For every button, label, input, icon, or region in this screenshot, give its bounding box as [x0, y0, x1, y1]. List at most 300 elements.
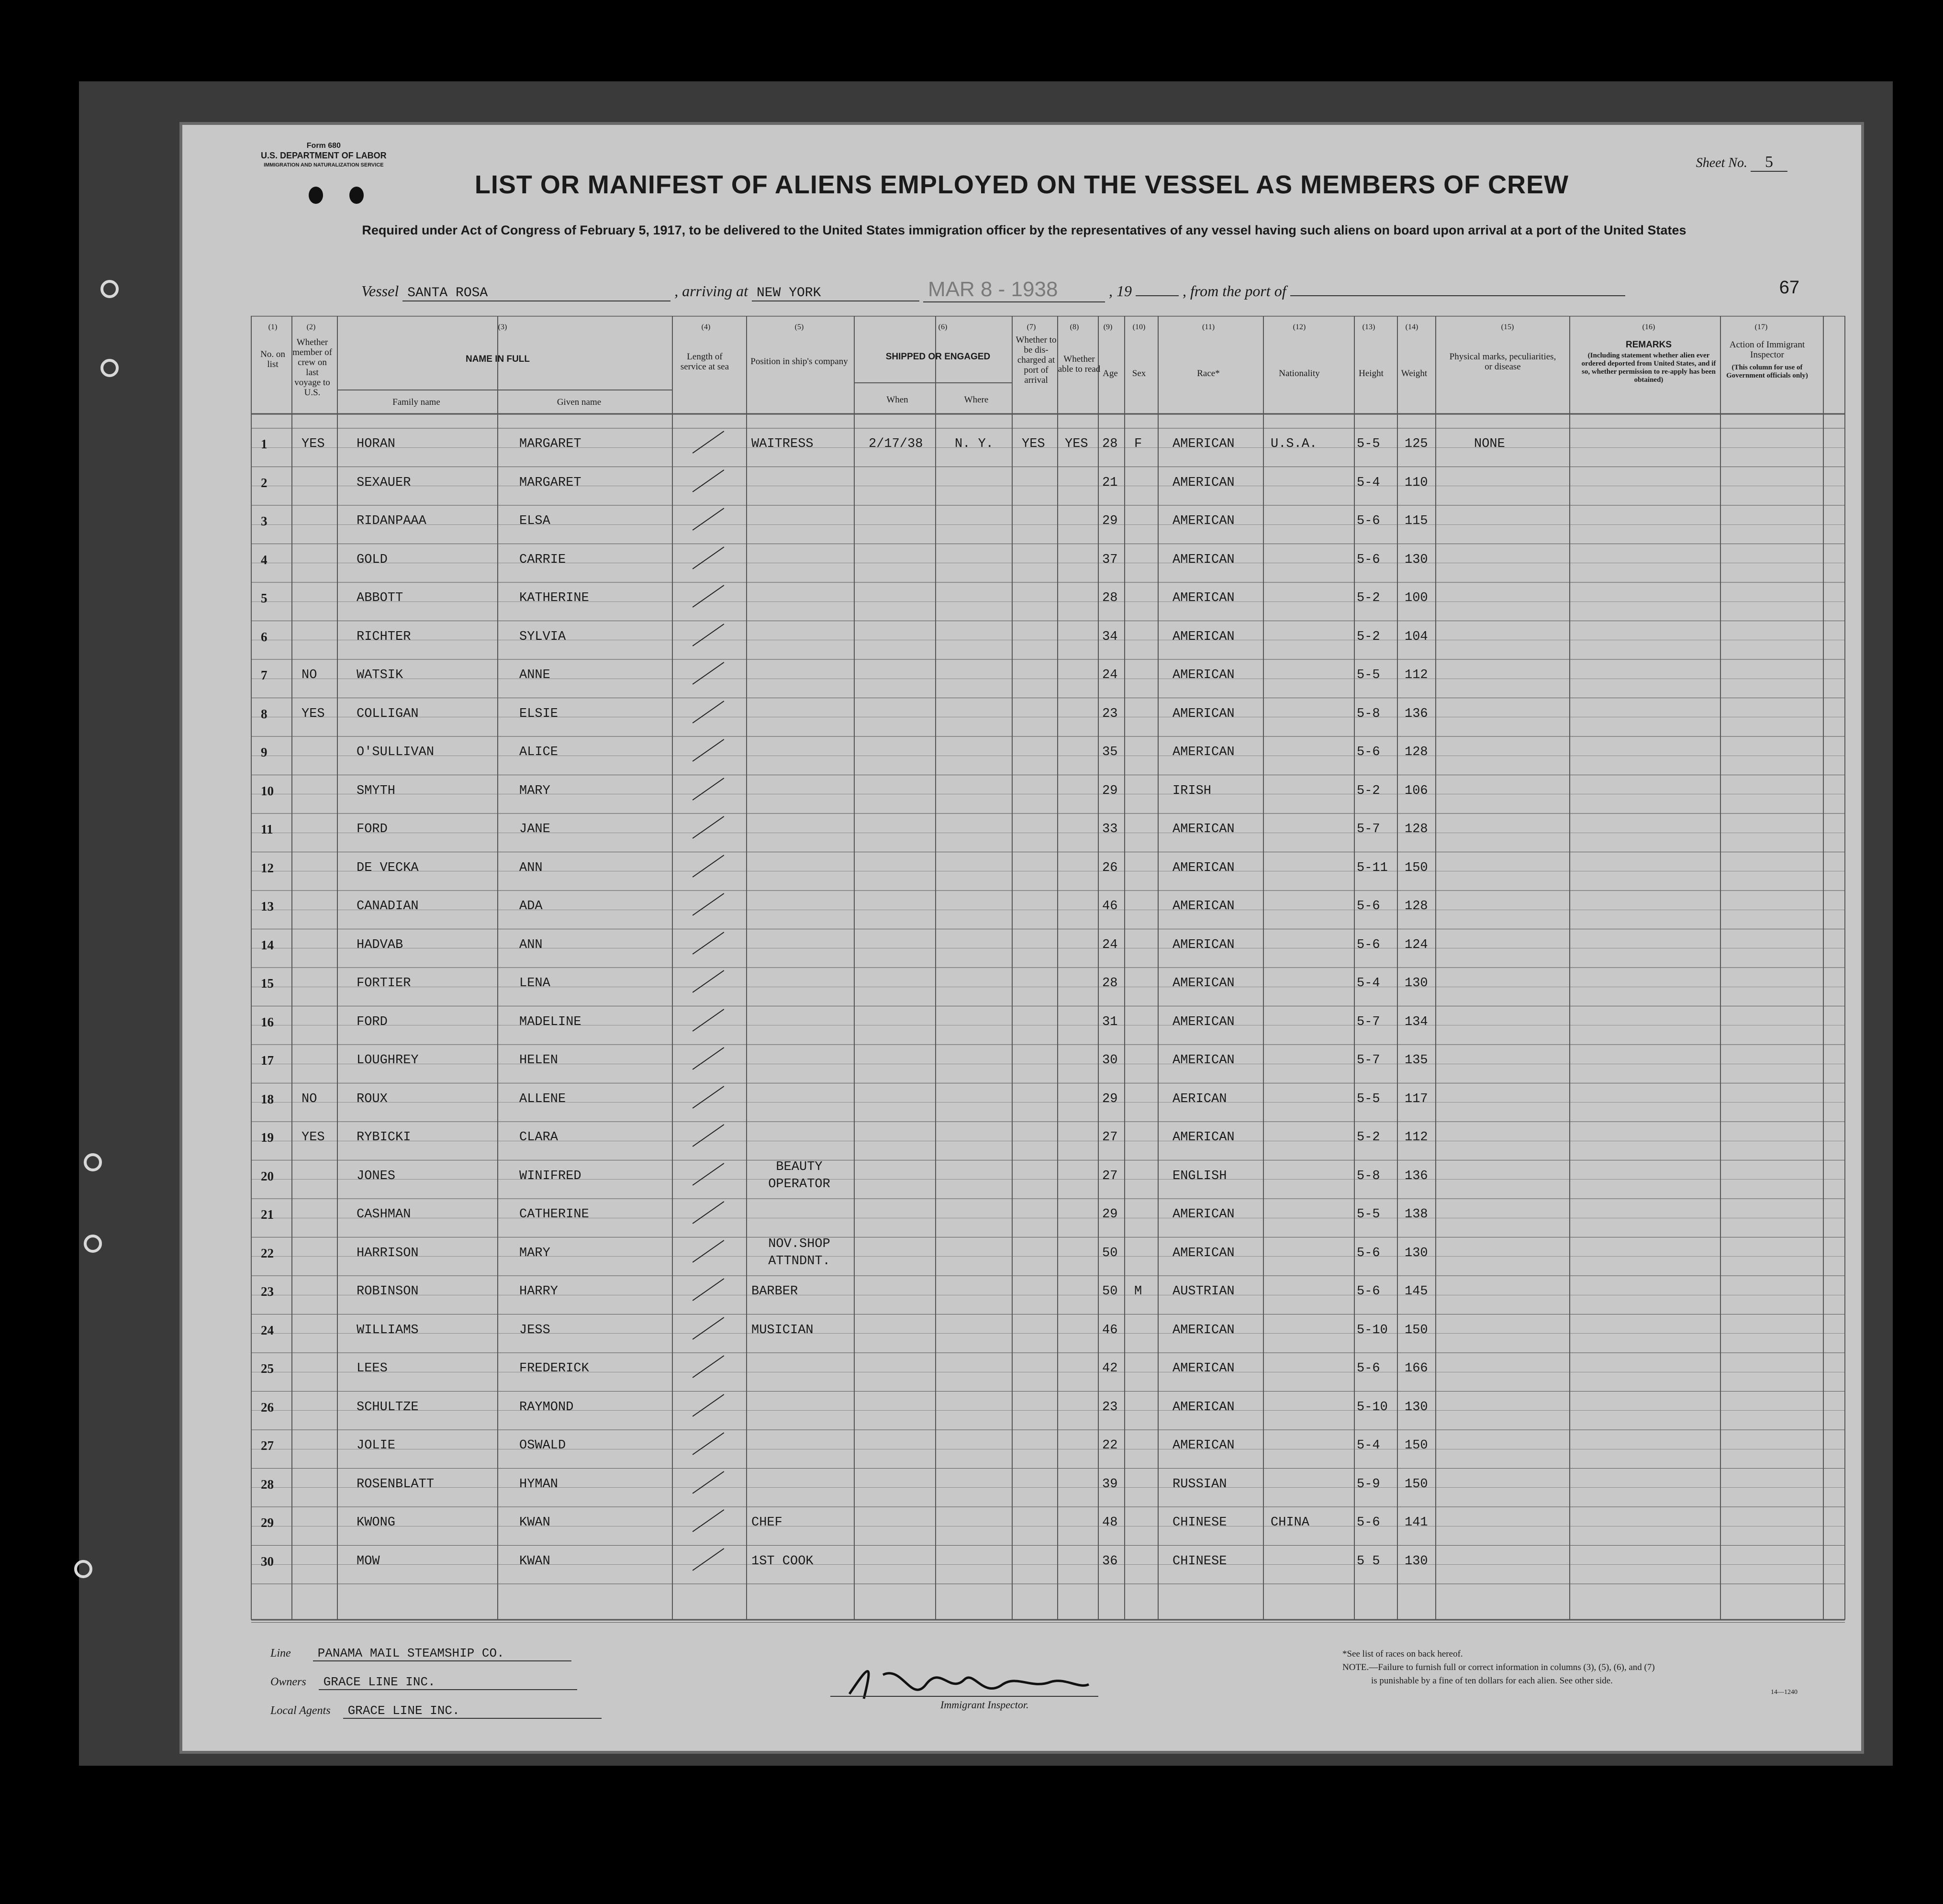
age-cell: 29: [1102, 1091, 1118, 1106]
weight-cell: 128: [1405, 745, 1428, 759]
height-cell: 5-6: [1357, 514, 1380, 528]
arriving-label: , arriving at: [674, 282, 748, 300]
family-name-cell: JONES: [357, 1169, 396, 1183]
header-discharged: Whether to be dis-charged at port of arrival: [1016, 335, 1057, 385]
last-voyage-cell: YES: [302, 437, 325, 451]
header-remarks: REMARKS: [1625, 340, 1672, 350]
race-cell: IRISH: [1172, 783, 1212, 798]
age-cell: 31: [1102, 1014, 1118, 1029]
age-cell: 27: [1102, 1130, 1118, 1145]
weight-cell: 112: [1405, 1130, 1428, 1145]
col-num-16: (16): [1642, 323, 1655, 331]
family-name-cell: O'SULLIVAN: [357, 745, 435, 759]
family-name-cell: SCHULTZE: [357, 1400, 419, 1414]
age-cell: 23: [1102, 1400, 1118, 1414]
family-name-cell: FORD: [357, 822, 388, 836]
row-number: 7: [261, 668, 268, 682]
col-num-10: (10): [1132, 323, 1146, 331]
row-number: 14: [261, 937, 274, 952]
height-cell: 5-5: [1357, 668, 1380, 682]
height-cell: 5-4: [1357, 475, 1380, 490]
given-name-cell: CATHERINE: [519, 1207, 589, 1222]
height-cell: 5-6: [1357, 1246, 1380, 1260]
age-cell: 21: [1102, 475, 1118, 490]
col-num-2: (2): [306, 323, 316, 331]
family-name-cell: WILLIAMS: [357, 1323, 419, 1337]
row-number: 3: [261, 514, 268, 528]
height-cell: 5-5: [1357, 437, 1380, 451]
height-cell: 5-7: [1357, 1053, 1380, 1068]
age-cell: 37: [1102, 552, 1118, 567]
given-name-cell: CLARA: [519, 1130, 558, 1145]
col-num-12: (12): [1293, 323, 1306, 331]
family-name-cell: ABBOTT: [357, 591, 403, 605]
height-cell: 5-2: [1357, 783, 1380, 798]
row-number: 8: [261, 706, 268, 721]
weight-cell: 104: [1405, 629, 1428, 644]
col-num-4: (4): [701, 323, 711, 331]
row-number: 25: [261, 1361, 274, 1376]
position-cell: BARBER: [751, 1284, 798, 1299]
header-age: Age: [1103, 368, 1118, 379]
col-num-11: (11): [1202, 323, 1215, 331]
family-name-cell: KWONG: [357, 1515, 396, 1530]
height-cell: 5-8: [1357, 706, 1380, 721]
header-physical-marks: Physical marks, peculiarities, or disease: [1449, 352, 1556, 372]
owners-value: GRACE LINE INC.: [319, 1675, 577, 1690]
height-cell: 5-6: [1357, 1515, 1380, 1530]
races-note: *See list of races on back hereof.: [1342, 1649, 1463, 1659]
discharged-cell: YES: [1022, 437, 1045, 451]
physical-marks-cell: NONE: [1474, 437, 1505, 451]
weight-cell: 124: [1405, 937, 1428, 952]
punch-hole: [74, 1560, 92, 1578]
height-cell: 5 5: [1357, 1554, 1380, 1569]
race-cell: AMERICAN: [1172, 860, 1235, 875]
agents-label: Local Agents: [270, 1704, 331, 1717]
given-name-cell: ELSIE: [519, 706, 558, 721]
given-name-cell: WINIFRED: [519, 1169, 581, 1183]
height-cell: 5-6: [1357, 1284, 1380, 1299]
arriving-port: NEW YORK: [752, 286, 919, 301]
height-cell: 5-10: [1357, 1400, 1388, 1414]
age-cell: 26: [1102, 860, 1118, 875]
given-name-cell: JESS: [519, 1323, 550, 1337]
given-name-cell: ADA: [519, 899, 543, 913]
row-number: 18: [261, 1091, 274, 1106]
row-number: 5: [261, 591, 268, 605]
last-voyage-cell: YES: [302, 706, 325, 721]
race-cell: AMERICAN: [1172, 899, 1235, 913]
position-cell: MUSICIAN: [751, 1323, 814, 1337]
row-number: 24: [261, 1323, 274, 1337]
header-nationality: Nationality: [1279, 368, 1320, 379]
height-cell: 5-6: [1357, 1361, 1380, 1376]
col-num-6: (6): [938, 323, 948, 331]
age-cell: 39: [1102, 1477, 1118, 1492]
race-cell: AMERICAN: [1172, 668, 1235, 682]
given-name-cell: ANN: [519, 937, 543, 952]
race-cell: AMERICAN: [1172, 1130, 1235, 1145]
race-cell: AMERICAN: [1172, 437, 1235, 451]
penalty-note-cont: is punishable by a fine of ten dollars for each alien. See other side.: [1371, 1676, 1613, 1686]
age-cell: 35: [1102, 745, 1118, 759]
punch-hole: [100, 280, 119, 298]
age-cell: 30: [1102, 1053, 1118, 1068]
position-cell: 1ST COOK: [751, 1554, 814, 1569]
race-cell: AMERICAN: [1172, 1361, 1235, 1376]
weight-cell: 106: [1405, 783, 1428, 798]
age-cell: 48: [1102, 1515, 1118, 1530]
row-number: 27: [261, 1438, 274, 1453]
sex-cell: F: [1134, 437, 1142, 451]
family-name-cell: COLLIGAN: [357, 706, 419, 721]
row-number: 4: [261, 552, 268, 567]
header-remarks-note: (Including statement whether alien ever ordered deported from United States, and if so, whether permission to re-apply has been obtained): [1581, 352, 1716, 384]
age-cell: 27: [1102, 1169, 1118, 1183]
height-cell: 5-6: [1357, 745, 1380, 759]
family-name-cell: SMYTH: [357, 783, 396, 798]
given-name-cell: KWAN: [519, 1515, 550, 1530]
weight-cell: 166: [1405, 1361, 1428, 1376]
weight-cell: 130: [1405, 1246, 1428, 1260]
family-name-cell: LOUGHREY: [357, 1053, 419, 1068]
given-name-cell: MARY: [519, 1246, 550, 1260]
position-cell: NOV.SHOP ATTNDNT.: [768, 1236, 830, 1269]
family-name-cell: RIDANPAAA: [357, 514, 426, 528]
given-name-cell: ALLENE: [519, 1091, 566, 1106]
position-cell: CHEF: [751, 1515, 782, 1530]
age-cell: 46: [1102, 899, 1118, 913]
owners-label: Owners: [270, 1676, 306, 1688]
row-number: 22: [261, 1246, 274, 1260]
race-cell: AERICAN: [1172, 1091, 1227, 1106]
line-value: PANAMA MAIL STEAMSHIP CO.: [313, 1646, 571, 1661]
header-action-note: (This column for use of Government officials only): [1726, 364, 1808, 379]
footer-agents-row: [270, 1704, 602, 1719]
date-stamp: MAR 8 - 1938: [923, 278, 1105, 302]
weight-cell: 141: [1405, 1515, 1428, 1530]
row-number: 11: [261, 822, 273, 836]
header-height: Height: [1359, 368, 1384, 379]
col-num-5: (5): [794, 323, 804, 331]
weight-cell: 115: [1405, 514, 1428, 528]
header-length-service: Length of service at sea: [680, 352, 729, 372]
position-cell: WAITRESS: [751, 437, 814, 451]
penalty-note: NOTE.—Failure to furnish full or correct information in columns (3), (5), (6), and (7): [1342, 1662, 1655, 1672]
col-num-13: (13): [1362, 323, 1375, 331]
sheet-number: [1696, 153, 1787, 171]
last-voyage-cell: NO: [302, 668, 317, 682]
race-cell: AMERICAN: [1172, 1246, 1235, 1260]
row-number: 20: [261, 1169, 274, 1183]
age-cell: 50: [1102, 1284, 1118, 1299]
given-name-cell: ALICE: [519, 745, 558, 759]
family-name-cell: HORAN: [357, 437, 396, 451]
age-cell: 46: [1102, 1323, 1118, 1337]
height-cell: 5-4: [1357, 1438, 1380, 1453]
vessel-line: [361, 278, 1625, 302]
weight-cell: 150: [1405, 1477, 1428, 1492]
age-cell: 24: [1102, 937, 1118, 952]
weight-cell: 134: [1405, 1014, 1428, 1029]
given-name-cell: FREDERICK: [519, 1361, 589, 1376]
family-name-cell: FORD: [357, 1014, 388, 1029]
header-last-voyage: Whether member of crew on last voyage to U.S.: [292, 337, 332, 398]
family-name-cell: CANADIAN: [357, 899, 419, 913]
family-name-cell: ROUX: [357, 1091, 388, 1106]
col-num-7: (7): [1027, 323, 1036, 331]
able-read-cell: YES: [1065, 437, 1088, 451]
last-voyage-cell: YES: [302, 1130, 325, 1145]
punch-hole: [84, 1153, 102, 1171]
header-able-read: Whether able to read: [1058, 354, 1101, 374]
given-name-cell: JANE: [519, 822, 550, 836]
race-cell: AMERICAN: [1172, 822, 1235, 836]
row-number: 29: [261, 1515, 274, 1530]
family-name-cell: SEXAUER: [357, 475, 411, 490]
header-race: Race*: [1197, 368, 1220, 379]
race-cell: AMERICAN: [1172, 514, 1235, 528]
race-cell: AMERICAN: [1172, 1053, 1235, 1068]
weight-cell: 130: [1405, 1400, 1428, 1414]
given-name-cell: OSWALD: [519, 1438, 566, 1453]
col-num-14: (14): [1405, 323, 1418, 331]
weight-cell: 150: [1405, 860, 1428, 875]
height-cell: 5-5: [1357, 1207, 1380, 1222]
header-weight: Weight: [1401, 368, 1428, 379]
age-cell: 29: [1102, 783, 1118, 798]
weight-cell: 125: [1405, 437, 1428, 451]
weight-cell: 136: [1405, 706, 1428, 721]
sheet-number-label: Sheet No.: [1696, 156, 1747, 170]
race-cell: AMERICAN: [1172, 1438, 1235, 1453]
weight-cell: 130: [1405, 1554, 1428, 1569]
family-name-cell: ROSENBLATT: [357, 1477, 435, 1492]
punch-hole: [100, 359, 119, 377]
family-name-cell: FORTIER: [357, 976, 411, 991]
weight-cell: 136: [1405, 1169, 1428, 1183]
family-name-cell: WATSIK: [357, 668, 403, 682]
given-name-cell: LENA: [519, 976, 550, 991]
age-cell: 23: [1102, 706, 1118, 721]
given-name-cell: CARRIE: [519, 552, 566, 567]
vessel-name: SANTA ROSA: [402, 286, 670, 301]
weight-cell: 100: [1405, 591, 1428, 605]
nationality-cell: CHINA: [1271, 1515, 1310, 1530]
family-name-cell: RYBICKI: [357, 1130, 411, 1145]
given-name-cell: MADELINE: [519, 1014, 581, 1029]
age-cell: 29: [1102, 1207, 1118, 1222]
form-header-block: [261, 141, 387, 170]
race-cell: AMERICAN: [1172, 629, 1235, 644]
age-cell: 36: [1102, 1554, 1118, 1569]
header-position: Position in ship's company: [750, 356, 848, 367]
height-cell: 5-9: [1357, 1477, 1380, 1492]
vessel-label: Vessel: [361, 282, 399, 300]
header-family-name: Family name: [392, 397, 440, 407]
page-title: LIST OR MANIFEST OF ALIENS EMPLOYED ON THE VESSEL AS MEMBERS OF CREW: [474, 170, 1569, 199]
family-name-cell: MOW: [357, 1554, 380, 1569]
sex-cell: M: [1134, 1284, 1142, 1299]
family-name-cell: JOLIE: [357, 1438, 396, 1453]
weight-cell: 128: [1405, 899, 1428, 913]
page-number: 67: [1779, 278, 1799, 298]
col-num-15: (15): [1501, 323, 1514, 331]
service-name: IMMIGRATION AND NATURALIZATION SERVICE: [264, 162, 384, 168]
row-number: 12: [261, 860, 274, 875]
weight-cell: 112: [1405, 668, 1428, 682]
weight-cell: 130: [1405, 552, 1428, 567]
col-num-3: (3): [498, 323, 507, 331]
table-grid-lines: [179, 316, 1864, 1629]
header-name-in-full: NAME IN FULL: [465, 354, 530, 364]
race-cell: AMERICAN: [1172, 745, 1235, 759]
form-number: Form 680: [306, 142, 341, 150]
given-name-cell: ELSA: [519, 514, 550, 528]
age-cell: 33: [1102, 822, 1118, 836]
age-cell: 50: [1102, 1246, 1118, 1260]
row-number: 23: [261, 1284, 274, 1299]
family-name-cell: GOLD: [357, 552, 388, 567]
position-cell: BEAUTY OPERATOR: [768, 1159, 830, 1191]
family-name-cell: HARRISON: [357, 1246, 419, 1260]
header-shipped-engaged: SHIPPED OR ENGAGED: [885, 352, 991, 362]
given-name-cell: ANN: [519, 860, 543, 875]
footer-line-row: [270, 1646, 571, 1661]
sheet-number-value: 5: [1751, 153, 1787, 172]
weight-cell: 150: [1405, 1323, 1428, 1337]
page-subtitle: Required under Act of Congress of February 5, 1917, to be delivered to the United States immigration officer by the representatives of any vessel having such aliens on board upon arrival at a port of the United States: [362, 223, 1686, 237]
row-number: 1: [261, 437, 268, 451]
from-port: [1290, 295, 1625, 296]
col-num-8: (8): [1070, 323, 1079, 331]
header-action-inspector: Action of Immigrant Inspector: [1729, 340, 1805, 360]
inspector-label: Immigrant Inspector.: [940, 1699, 1029, 1711]
header-when: When: [886, 395, 908, 405]
row-number: 26: [261, 1400, 274, 1414]
race-cell: AMERICAN: [1172, 937, 1235, 952]
row-number: 9: [261, 745, 268, 759]
height-cell: 5-2: [1357, 591, 1380, 605]
row-number: 2: [261, 475, 268, 490]
nationality-cell: U.S.A.: [1271, 437, 1318, 451]
race-cell: AMERICAN: [1172, 976, 1235, 991]
height-cell: 5-2: [1357, 1130, 1380, 1145]
family-name-cell: ROBINSON: [357, 1284, 419, 1299]
age-cell: 28: [1102, 437, 1118, 451]
year-label: , 19: [1108, 282, 1132, 300]
line-label: Line: [270, 1647, 291, 1659]
last-voyage-cell: NO: [302, 1091, 317, 1106]
weight-cell: 138: [1405, 1207, 1428, 1222]
manifest-table: [179, 316, 1864, 1629]
race-cell: AMERICAN: [1172, 1323, 1235, 1337]
weight-cell: 145: [1405, 1284, 1428, 1299]
given-name-cell: HYMAN: [519, 1477, 558, 1492]
age-cell: 28: [1102, 976, 1118, 991]
row-number: 10: [261, 783, 274, 798]
race-cell: AMERICAN: [1172, 552, 1235, 567]
height-cell: 5-7: [1357, 822, 1380, 836]
given-name-cell: SYLVIA: [519, 629, 566, 644]
race-cell: AMERICAN: [1172, 1207, 1235, 1222]
given-name-cell: ANNE: [519, 668, 550, 682]
given-name-cell: HELEN: [519, 1053, 558, 1068]
weight-cell: 117: [1405, 1091, 1428, 1106]
given-name-cell: KWAN: [519, 1554, 550, 1569]
header-sex: Sex: [1132, 368, 1146, 379]
row-number: 16: [261, 1014, 274, 1029]
given-name-cell: RAYMOND: [519, 1400, 574, 1414]
given-name-cell: KATHERINE: [519, 591, 589, 605]
row-number: 30: [261, 1554, 274, 1569]
race-cell: RUSSIAN: [1172, 1477, 1227, 1492]
height-cell: 5-5: [1357, 1091, 1380, 1106]
given-name-cell: MARY: [519, 783, 550, 798]
department-name: U.S. DEPARTMENT OF LABOR: [261, 151, 387, 160]
height-cell: 5-2: [1357, 629, 1380, 644]
race-cell: CHINESE: [1172, 1515, 1227, 1530]
family-name-cell: RICHTER: [357, 629, 411, 644]
race-cell: ENGLISH: [1172, 1169, 1227, 1183]
race-cell: AMERICAN: [1172, 1400, 1235, 1414]
shipped-where-cell: N. Y.: [955, 437, 994, 451]
family-name-cell: LEES: [357, 1361, 388, 1376]
agents-value: GRACE LINE INC.: [343, 1704, 602, 1719]
manifest-sheet: [179, 122, 1864, 1754]
punch-hole: [84, 1235, 102, 1253]
inspector-signature: [830, 1656, 1098, 1715]
race-cell: AUSTRIAN: [1172, 1284, 1235, 1299]
header-given-name: Given name: [557, 397, 602, 407]
race-cell: AMERICAN: [1172, 1014, 1235, 1029]
given-name-cell: MARGARET: [519, 437, 581, 451]
height-cell: 5-8: [1357, 1169, 1380, 1183]
header-no-on-list: No. on list: [260, 349, 285, 369]
height-cell: 5-6: [1357, 899, 1380, 913]
row-number: 15: [261, 976, 274, 991]
weight-cell: 128: [1405, 822, 1428, 836]
family-name-cell: HADVAB: [357, 937, 403, 952]
height-cell: 5-6: [1357, 937, 1380, 952]
weight-cell: 135: [1405, 1053, 1428, 1068]
year-value: [1136, 295, 1179, 296]
height-cell: 5-10: [1357, 1323, 1388, 1337]
print-code: 14—1240: [1771, 1689, 1798, 1696]
age-cell: 28: [1102, 591, 1118, 605]
race-cell: AMERICAN: [1172, 591, 1235, 605]
given-name-cell: MARGARET: [519, 475, 581, 490]
weight-cell: 130: [1405, 976, 1428, 991]
shipped-when-cell: 2/17/38: [869, 437, 923, 451]
row-number: 19: [261, 1130, 274, 1145]
row-number: 21: [261, 1207, 274, 1222]
weight-cell: 150: [1405, 1438, 1428, 1453]
col-num-9: (9): [1103, 323, 1113, 331]
age-cell: 29: [1102, 514, 1118, 528]
race-cell: CHINESE: [1172, 1554, 1227, 1569]
height-cell: 5-11: [1357, 860, 1388, 875]
row-number: 17: [261, 1053, 274, 1068]
age-cell: 34: [1102, 629, 1118, 644]
height-cell: 5-7: [1357, 1014, 1380, 1029]
family-name-cell: CASHMAN: [357, 1207, 411, 1222]
weight-cell: 110: [1405, 475, 1428, 490]
header-where: Where: [964, 395, 989, 405]
height-cell: 5-6: [1357, 552, 1380, 567]
col-num-1: (1): [268, 323, 278, 331]
